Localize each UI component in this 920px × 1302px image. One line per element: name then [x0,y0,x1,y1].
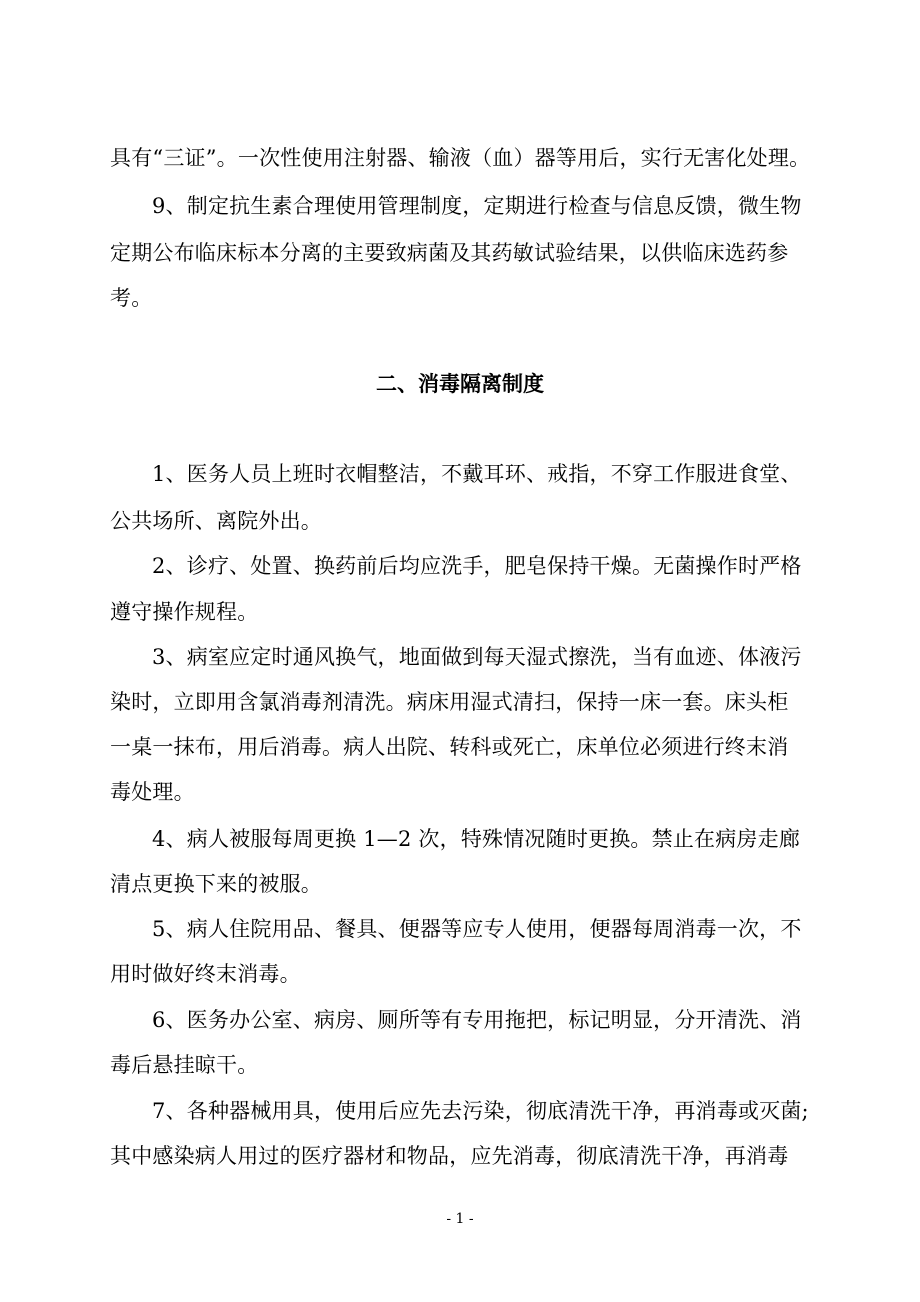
paragraph-line: 遵守操作规程。 [110,600,259,624]
paragraph-line: 染时，立即用含氯消毒剂清洗。病床用湿式清扫，保持一床一套。床头柜 [110,690,789,714]
paragraph-line: 1、医务人员上班时衣帽整洁，不戴耳环、戒指，不穿工作服进食堂、 [152,462,802,486]
paragraph-line: 4、病人被服每周更换 1—2 次，特殊情况随时更换。禁止在病房走廊 [152,827,801,851]
paragraph-line: 2、诊疗、处置、换药前后均应洗手，肥皂保持干燥。无菌操作时严格 [152,554,802,578]
paragraph-line: 定期公布临床标本分离的主要致病菌及其药敏试验结果，以供临床选药参 [110,241,789,265]
paragraph-line: 其中感染病人用过的医疗器材和物品，应先消毒，彻底清洗干净，再消毒 [110,1144,789,1168]
paragraph-line: 7、各种器械用具，使用后应先去污染，彻底清洗干净，再消毒或灭菌; [152,1099,809,1123]
paragraph-line: 毒处理。 [110,780,195,804]
paragraph-line: 用时做好终末消毒。 [110,962,301,986]
page-number: - 1 - [446,1211,474,1227]
paragraph-line: 具有“三证”。一次性使用注射器、输液（血）器等用后，实行无害化处理。 [110,146,811,170]
paragraph-line: 公共场所、离院外出。 [110,509,322,533]
paragraph-line: 毒后悬挂晾干。 [110,1053,259,1077]
paragraph-line: 3、病室应定时通风换气，地面做到每天湿式擦洗，当有血迹、体液污 [152,645,802,669]
paragraph-line: 考。 [110,286,153,310]
paragraph-line: 6、医务办公室、病房、厕所等有专用拖把，标记明显，分开清洗、消 [152,1008,802,1032]
section-title: 二、消毒隔离制度 [376,371,544,396]
paragraph-line: 9、制定抗生素合理使用管理制度，定期进行检查与信息反馈，微生物 [152,194,802,218]
paragraph-line: 一桌一抹布，用后消毒。病人出院、转科或死亡，床单位必须进行终末消 [110,735,789,759]
paragraph-line: 5、病人住院用品、餐具、便器等应专人使用，便器每周消毒一次，不 [152,917,802,941]
paragraph-line: 清点更换下来的被服。 [110,872,322,896]
